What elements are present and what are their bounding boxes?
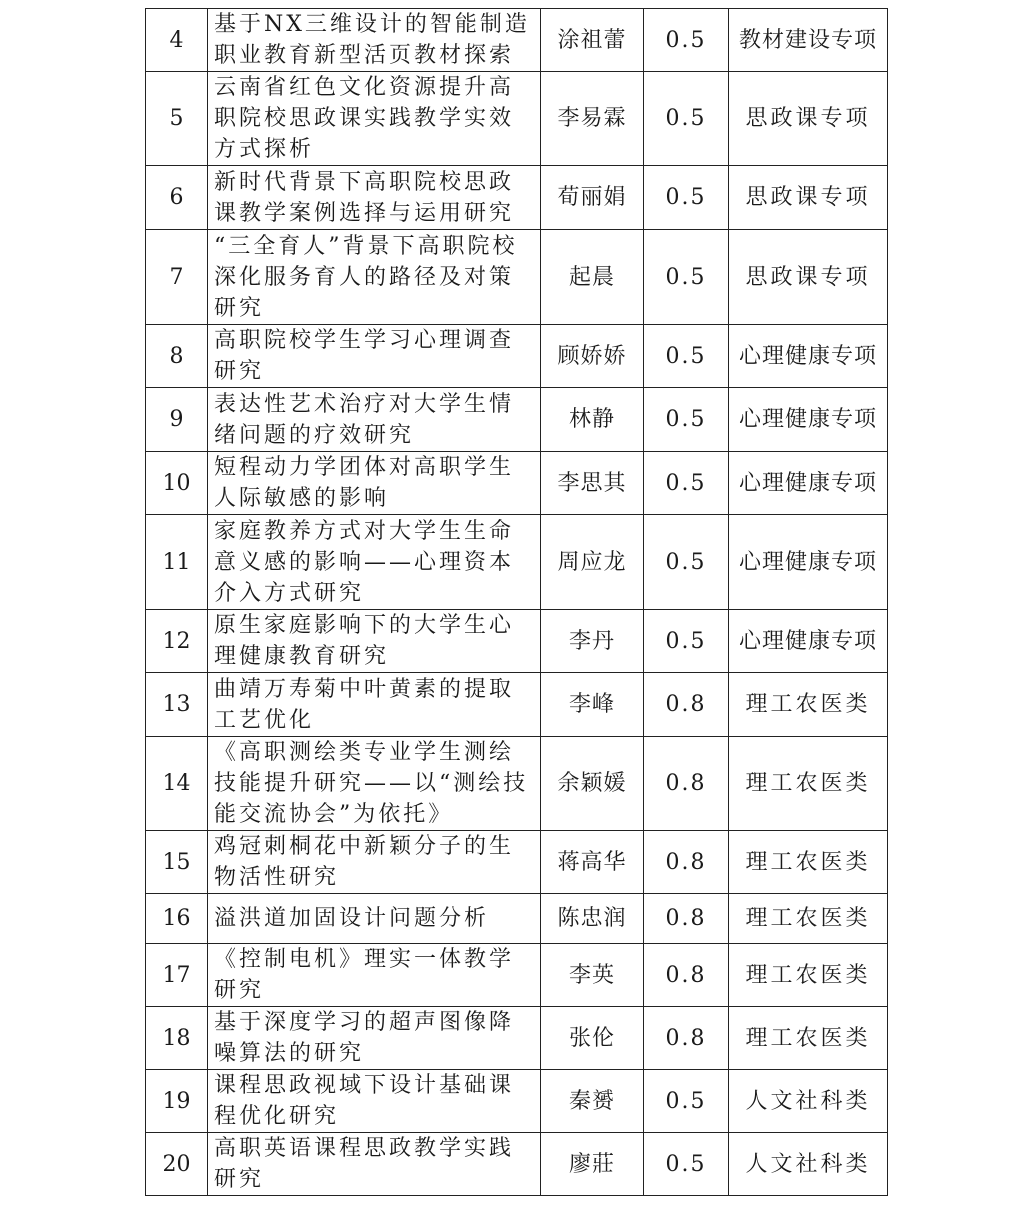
funding-amount: 0.5 xyxy=(644,1070,729,1133)
project-title: 原生家庭影响下的大学生心理健康教育研究 xyxy=(208,610,541,673)
table-row xyxy=(146,673,888,737)
table-row xyxy=(146,388,888,452)
project-title: 鸡冠刺桐花中新颖分子的生物活性研究 xyxy=(208,831,541,894)
table-row xyxy=(146,894,888,944)
project-title: 基于深度学习的超声图像降噪算法的研究 xyxy=(208,1007,541,1070)
project-table xyxy=(145,8,888,1196)
row-number: 10 xyxy=(146,452,208,515)
row-number: 12 xyxy=(146,610,208,673)
row-number: 16 xyxy=(146,894,208,944)
row-number: 7 xyxy=(146,230,208,325)
table-row xyxy=(146,1070,888,1133)
project-category: 人文社科类 xyxy=(729,1133,888,1196)
project-title: 《控制电机》理实一体教学研究 xyxy=(208,944,541,1007)
project-category: 心理健康专项 xyxy=(729,515,888,610)
funding-amount: 0.8 xyxy=(644,1007,729,1070)
row-number: 9 xyxy=(146,388,208,452)
project-leader: 李易霖 xyxy=(541,72,644,166)
project-leader: 林静 xyxy=(541,388,644,452)
project-category: 心理健康专项 xyxy=(729,325,888,388)
project-category: 思政课专项 xyxy=(729,166,888,230)
project-category: 理工农医类 xyxy=(729,737,888,831)
project-leader: 李思其 xyxy=(541,452,644,515)
row-number: 15 xyxy=(146,831,208,894)
table-row xyxy=(146,1133,888,1196)
row-number: 6 xyxy=(146,166,208,230)
table-row xyxy=(146,515,888,610)
row-number: 11 xyxy=(146,515,208,610)
project-category: 教材建设专项 xyxy=(729,9,888,72)
project-title: “三全育人”背景下高职院校深化服务育人的路径及对策研究 xyxy=(208,230,541,325)
project-title: 基于NX三维设计的智能制造职业教育新型活页教材探索 xyxy=(208,9,541,72)
row-number: 17 xyxy=(146,944,208,1007)
row-number: 4 xyxy=(146,9,208,72)
funding-amount: 0.5 xyxy=(644,72,729,166)
funding-amount: 0.5 xyxy=(644,610,729,673)
funding-amount: 0.5 xyxy=(644,1133,729,1196)
project-title: 高职院校学生学习心理调查研究 xyxy=(208,325,541,388)
table-row xyxy=(146,9,888,72)
project-title: 高职英语课程思政教学实践研究 xyxy=(208,1133,541,1196)
project-category: 思政课专项 xyxy=(729,230,888,325)
table-row xyxy=(146,737,888,831)
funding-amount: 0.5 xyxy=(644,325,729,388)
table-row xyxy=(146,944,888,1007)
table-row xyxy=(146,166,888,230)
funding-amount: 0.8 xyxy=(644,673,729,737)
row-number: 18 xyxy=(146,1007,208,1070)
project-leader: 李丹 xyxy=(541,610,644,673)
project-category: 理工农医类 xyxy=(729,944,888,1007)
funding-amount: 0.5 xyxy=(644,230,729,325)
row-number: 19 xyxy=(146,1070,208,1133)
row-number: 5 xyxy=(146,72,208,166)
funding-amount: 0.8 xyxy=(644,944,729,1007)
funding-amount: 0.5 xyxy=(644,166,729,230)
table-row xyxy=(146,831,888,894)
project-category: 理工农医类 xyxy=(729,831,888,894)
row-number: 13 xyxy=(146,673,208,737)
project-leader: 秦赟 xyxy=(541,1070,644,1133)
project-title: 《高职测绘类专业学生测绘技能提升研究——以“测绘技能交流协会”为依托》 xyxy=(208,737,541,831)
project-title: 曲靖万寿菊中叶黄素的提取工艺优化 xyxy=(208,673,541,737)
project-title: 云南省红色文化资源提升高职院校思政课实践教学实效方式探析 xyxy=(208,72,541,166)
row-number: 8 xyxy=(146,325,208,388)
project-leader: 张伦 xyxy=(541,1007,644,1070)
project-title: 表达性艺术治疗对大学生情绪问题的疗效研究 xyxy=(208,388,541,452)
project-title: 短程动力学团体对高职学生人际敏感的影响 xyxy=(208,452,541,515)
project-title: 溢洪道加固设计问题分析 xyxy=(208,894,541,944)
project-leader: 陈忠润 xyxy=(541,894,644,944)
project-leader: 顾娇娇 xyxy=(541,325,644,388)
table-row xyxy=(146,72,888,166)
project-category: 心理健康专项 xyxy=(729,610,888,673)
table-row xyxy=(146,610,888,673)
project-category: 人文社科类 xyxy=(729,1070,888,1133)
table-row xyxy=(146,1007,888,1070)
funding-amount: 0.5 xyxy=(644,452,729,515)
project-category: 理工农医类 xyxy=(729,894,888,944)
project-leader: 涂祖蕾 xyxy=(541,9,644,72)
table-row xyxy=(146,230,888,325)
funding-amount: 0.8 xyxy=(644,894,729,944)
project-leader: 廖莊 xyxy=(541,1133,644,1196)
funding-amount: 0.5 xyxy=(644,388,729,452)
project-category: 理工农医类 xyxy=(729,673,888,737)
funding-amount: 0.8 xyxy=(644,737,729,831)
project-category: 心理健康专项 xyxy=(729,388,888,452)
row-number: 20 xyxy=(146,1133,208,1196)
project-leader: 李峰 xyxy=(541,673,644,737)
project-title: 家庭教养方式对大学生生命意义感的影响——心理资本介入方式研究 xyxy=(208,515,541,610)
project-category: 心理健康专项 xyxy=(729,452,888,515)
funding-amount: 0.8 xyxy=(644,831,729,894)
project-category: 理工农医类 xyxy=(729,1007,888,1070)
funding-amount: 0.5 xyxy=(644,515,729,610)
table-row xyxy=(146,325,888,388)
project-leader: 李英 xyxy=(541,944,644,1007)
project-category: 思政课专项 xyxy=(729,72,888,166)
project-title: 新时代背景下高职院校思政课教学案例选择与运用研究 xyxy=(208,166,541,230)
row-number: 14 xyxy=(146,737,208,831)
project-leader: 起晨 xyxy=(541,230,644,325)
project-leader: 蒋高华 xyxy=(541,831,644,894)
funding-amount: 0.5 xyxy=(644,9,729,72)
project-leader: 余颖媛 xyxy=(541,737,644,831)
project-leader: 荀丽娟 xyxy=(541,166,644,230)
project-title: 课程思政视域下设计基础课程优化研究 xyxy=(208,1070,541,1133)
table-row xyxy=(146,452,888,515)
project-leader: 周应龙 xyxy=(541,515,644,610)
